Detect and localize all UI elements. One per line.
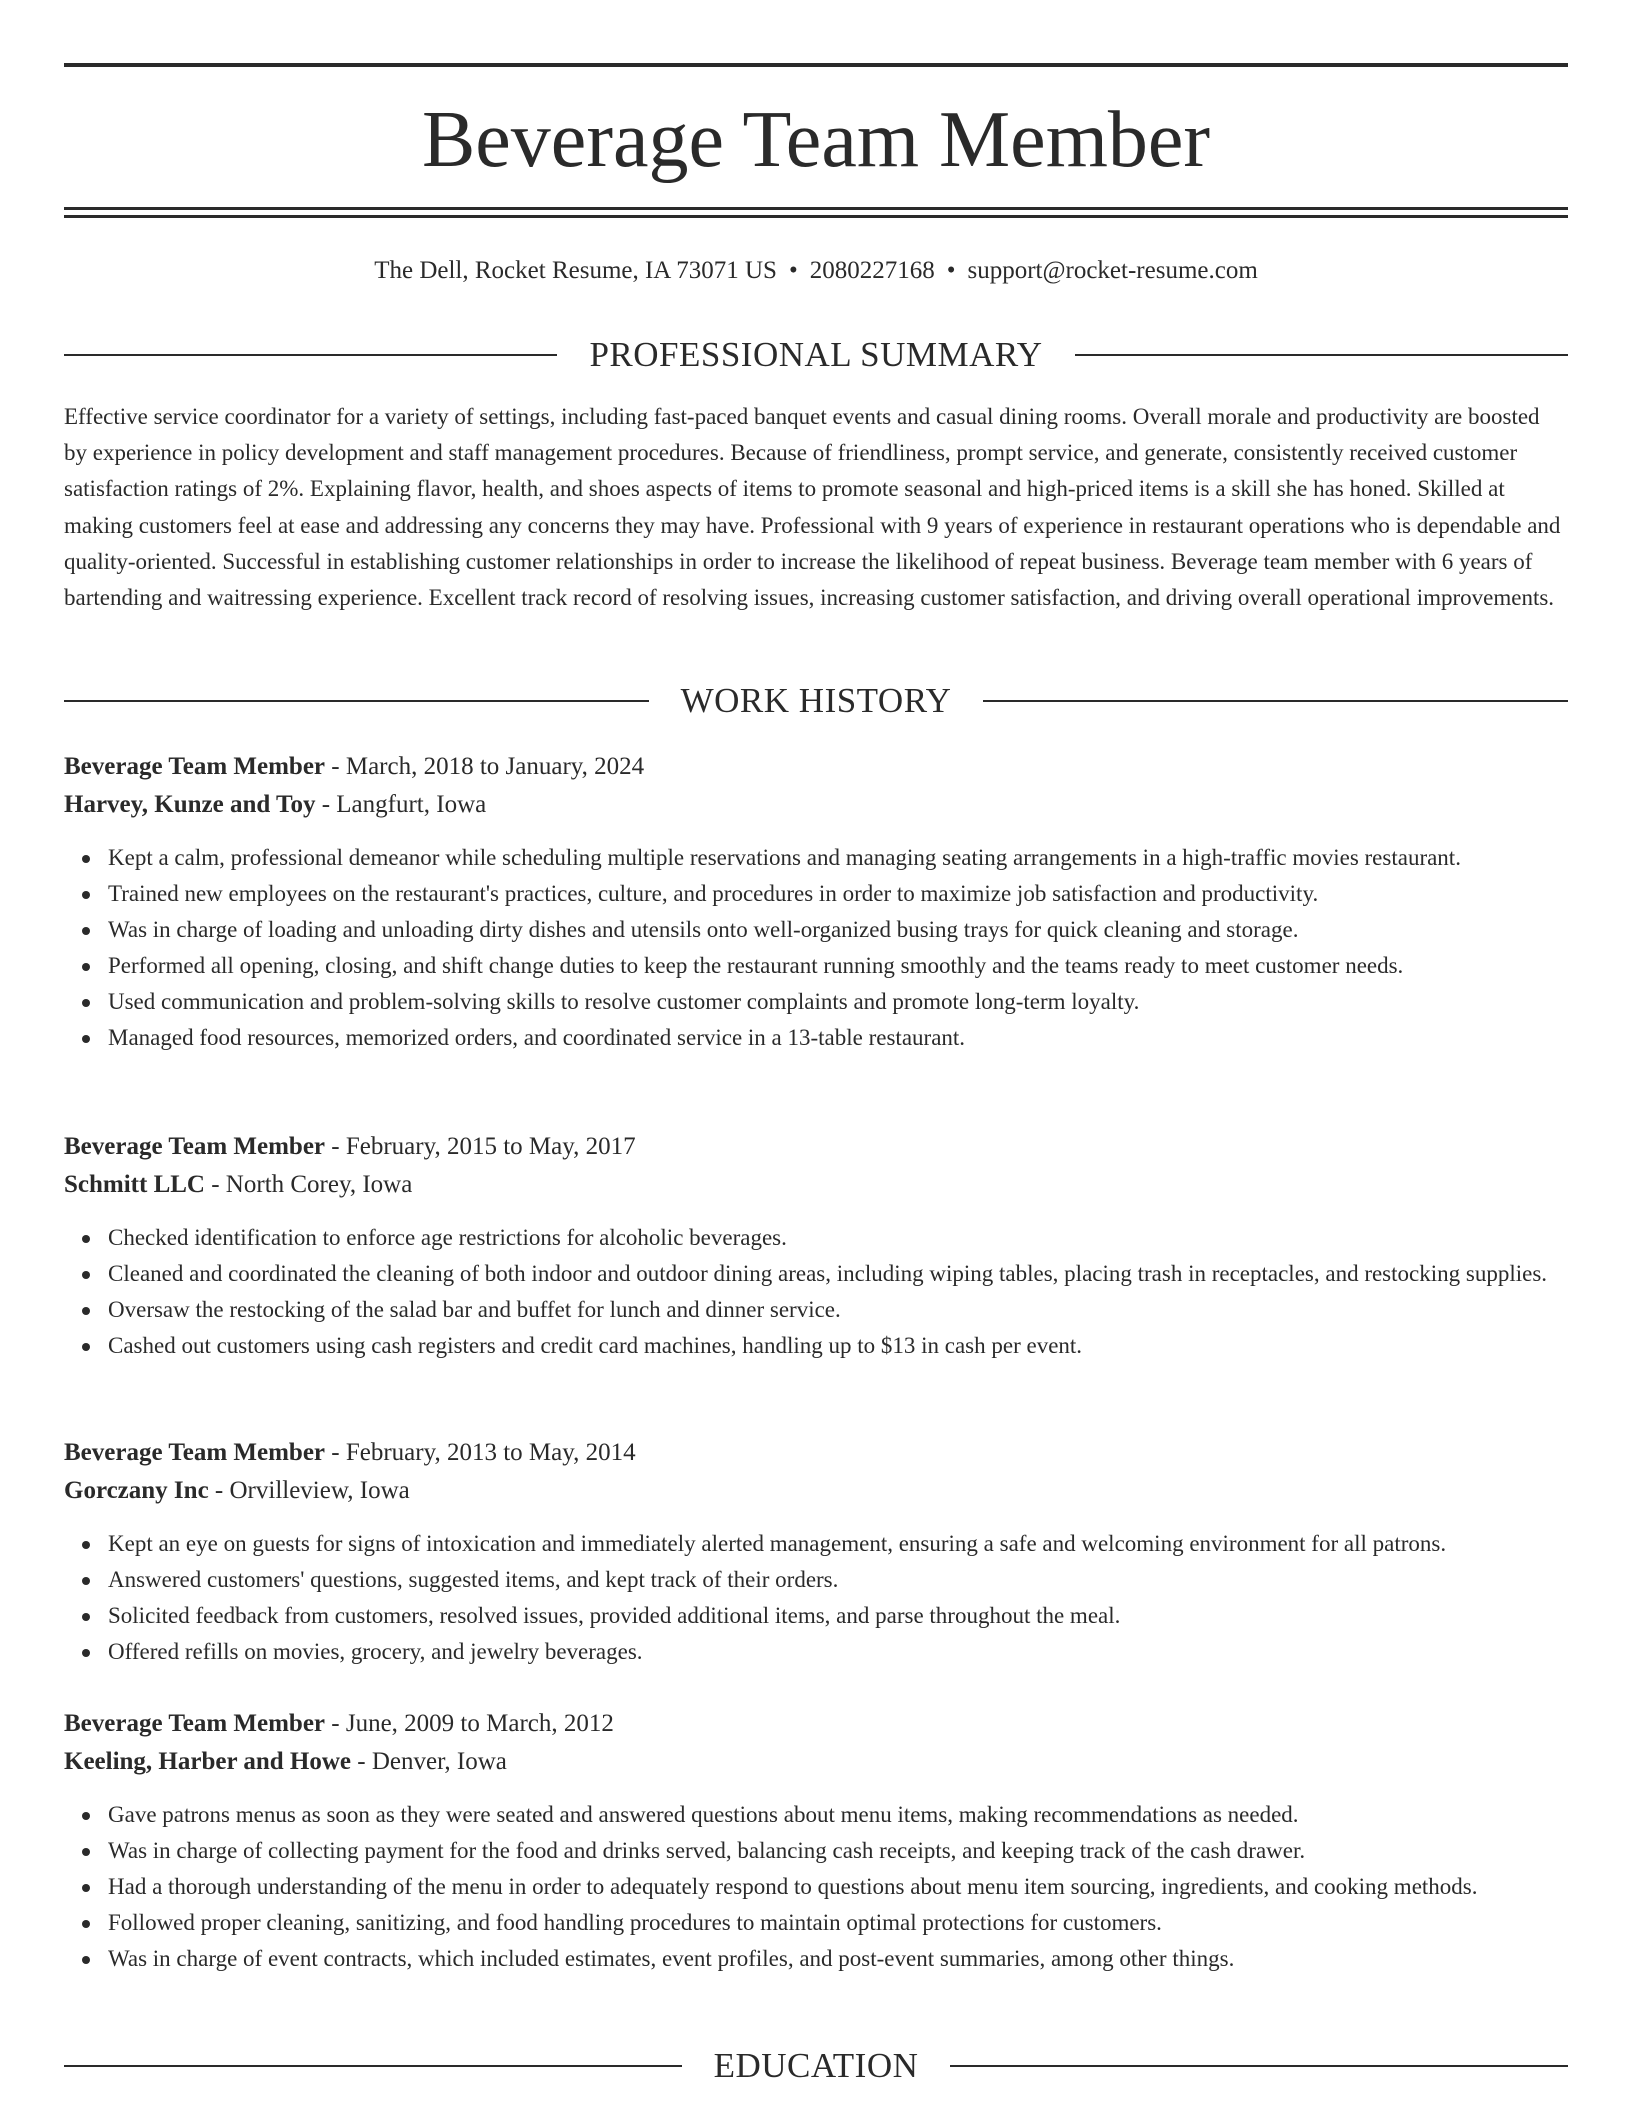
job-bullet: Trained new employees on the restaurant's practices, culture, and procedures in order to maximize job satisfaction and productivity.: [108, 876, 1568, 912]
job-bullet: Had a thorough understanding of the menu in order to adequately respond to questions about menu item sourcing, ingredients, and cooking methods.: [108, 1869, 1568, 1905]
job-bullet: Used communication and problem-solving skills to resolve customer complaints and promote long-term loyalty.: [108, 984, 1568, 1020]
job-title-line: [64, 1705, 1568, 1743]
job-company: Keeling, Harber and Howe: [64, 1748, 352, 1775]
job-bullet: Kept a calm, professional demeanor while scheduling multiple reservations and managing seating arrangements in a high-traffic movies restaurant.: [108, 840, 1568, 876]
job-bullet: Answered customers' questions, suggested items, and kept track of their orders.: [108, 1562, 1568, 1598]
contact-separator: •: [788, 257, 798, 284]
job-title: Beverage Team Member: [64, 753, 326, 780]
job-bullet: Gave patrons menus as soon as they were seated and answered questions about menu items, making recommendations as needed.: [108, 1797, 1568, 1833]
section-rule-left: [64, 354, 557, 356]
title-divider-upper: [64, 207, 1568, 210]
section-rule-left: [64, 700, 649, 702]
contact-separator: •: [946, 257, 956, 284]
job-bullet: Checked identification to enforce age restrictions for alcoholic beverages.: [108, 1220, 1568, 1256]
job-company: Harvey, Kunze and Toy: [64, 791, 316, 818]
job-bullet: Cleaned and coordinated the cleaning of both indoor and outdoor dining areas, including wiping tables, placing trash in receptacles, and restocking supplies.: [108, 1256, 1568, 1292]
job-bullets: [64, 1526, 1568, 1670]
job-entry: [64, 748, 1568, 1056]
job-location: - Orvilleview, Iowa: [208, 1477, 410, 1504]
top-divider: [64, 63, 1568, 67]
job-company-line: [64, 1472, 1568, 1510]
job-company-line: [64, 1166, 1568, 1204]
job-company-line: [64, 1743, 1568, 1781]
job-entry: [64, 1705, 1568, 1977]
job-bullet: Was in charge of event contracts, which included estimates, event profiles, and post-event summaries, among other things.: [108, 1941, 1568, 1977]
section-rule-right: [950, 2065, 1568, 2067]
job-dates: - February, 2013 to May, 2014: [325, 1439, 636, 1466]
job-dates: - February, 2015 to May, 2017: [325, 1133, 636, 1160]
contact-info: [64, 254, 1568, 288]
job-title: Beverage Team Member: [64, 1133, 326, 1160]
job-dates: - June, 2009 to March, 2012: [325, 1710, 614, 1737]
section-rule-left: [64, 2065, 682, 2067]
job-title-line: [64, 1128, 1568, 1166]
job-bullet: Followed proper cleaning, sanitizing, and food handling procedures to maintain optimal protections for customers.: [108, 1905, 1568, 1941]
section-title-work: WORK HISTORY: [680, 681, 952, 720]
section-header-education: [64, 2046, 1568, 2086]
page-title: Beverage Team Member: [421, 96, 1211, 184]
job-company: Schmitt LLC: [64, 1171, 205, 1198]
job-bullets: [64, 1797, 1568, 1977]
section-header-work: [64, 681, 1568, 721]
contact-phone: 2080227168: [809, 257, 935, 284]
job-bullet: Offered refills on movies, grocery, and jewelry beverages.: [108, 1634, 1568, 1670]
job-location: - North Corey, Iowa: [204, 1171, 413, 1198]
job-entry: [64, 1128, 1568, 1364]
job-bullets: [64, 1220, 1568, 1364]
job-bullet: Oversaw the restocking of the salad bar and buffet for lunch and dinner service.: [108, 1292, 1568, 1328]
job-location: - Denver, Iowa: [351, 1748, 507, 1775]
section-header-summary: [64, 335, 1568, 375]
job-bullet: Was in charge of loading and unloading dirty dishes and utensils onto well-organized busing trays for quick cleaning and storage.: [108, 912, 1568, 948]
job-location: - Langfurt, Iowa: [315, 791, 487, 818]
section-rule-right: [1075, 354, 1568, 356]
job-bullet: Managed food resources, memorized orders, and coordinated service in a 13-table restaurant.: [108, 1020, 1568, 1056]
job-dates: - March, 2018 to January, 2024: [325, 753, 645, 780]
contact-email: support@rocket-resume.com: [967, 257, 1258, 284]
section-rule-right: [983, 700, 1568, 702]
job-bullet: Was in charge of collecting payment for the food and drinks served, balancing cash receipts, and keeping track of the cash drawer.: [108, 1833, 1568, 1869]
section-title-summary: PROFESSIONAL SUMMARY: [589, 335, 1043, 374]
job-title-line: [64, 748, 1568, 786]
job-title: Beverage Team Member: [64, 1710, 326, 1737]
job-bullet: Solicited feedback from customers, resolved issues, provided additional items, and parse throughout the meal.: [108, 1598, 1568, 1634]
job-bullets: [64, 840, 1568, 1056]
job-bullet: Cashed out customers using cash registers and credit card machines, handling up to $13 in cash per event.: [108, 1328, 1568, 1364]
job-title: Beverage Team Member: [64, 1439, 326, 1466]
title-divider-lower: [64, 215, 1568, 218]
job-company-line: [64, 786, 1568, 824]
job-company: Gorczany Inc: [64, 1477, 209, 1504]
job-bullet: Kept an eye on guests for signs of intoxication and immediately alerted management, ensuring a safe and welcoming environment for all patrons.: [108, 1526, 1568, 1562]
professional-summary-text: Effective service coordinator for a variety of settings, including fast-paced banquet events and casual dining rooms. Overall morale and productivity are boosted by experience in policy development and staff management procedures. Because of friendliness, prompt service, and generate, consistently received customer satisfaction ratings of 2%. Explaining flavor, health, and shoes aspects of items to promote seasonal and high-priced items is a skill she has honed. Skilled at making customers feel at ease and addressing any concerns they may have. Professional with 9 years of experience in restaurant operations who is dependable and quality-oriented. Successful in establishing customer relationships in order to increase the likelihood of repeat business. Beverage team member with 6 years of bartending and waitressing experience. Excellent track record of resolving issues, increasing customer satisfaction, and driving overall operational improvements.: [64, 404, 1561, 611]
job-title-line: [64, 1434, 1568, 1472]
contact-address: The Dell, Rocket Resume, IA 73071 US: [374, 257, 777, 284]
job-entry: [64, 1434, 1568, 1670]
job-bullet: Performed all opening, closing, and shift change duties to keep the restaurant running smoothly and the teams ready to meet customer needs.: [108, 948, 1568, 984]
section-title-education: EDUCATION: [713, 2046, 919, 2085]
